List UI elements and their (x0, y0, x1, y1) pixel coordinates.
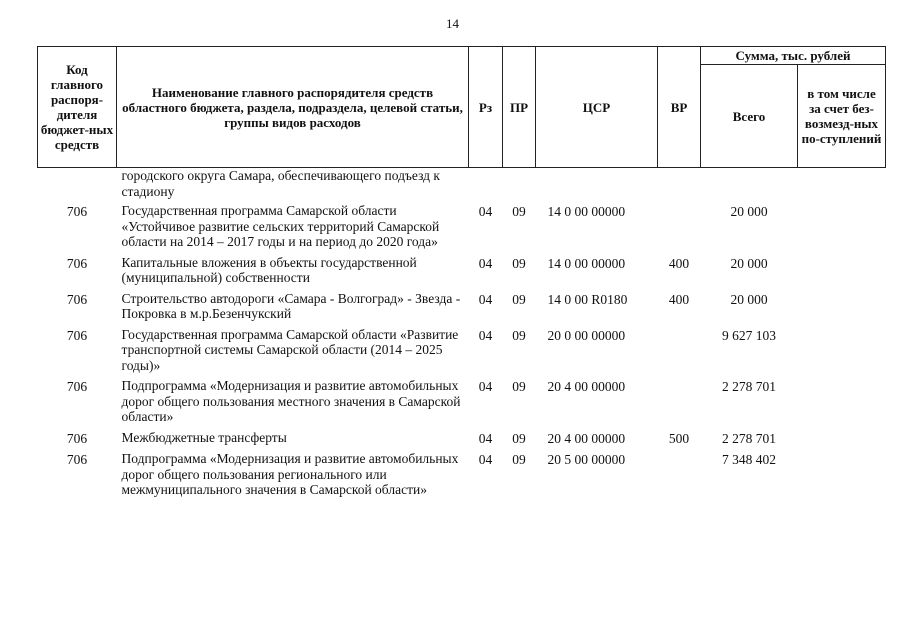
row-total: 2 278 701 (722, 379, 776, 394)
row-rz: 04 (478, 255, 493, 271)
row-pr: 09 (512, 327, 526, 343)
header-csr: ЦСР (536, 47, 658, 168)
row-pr: 09 (512, 291, 526, 307)
row-grants (798, 255, 886, 291)
row-name: Межбюджетные трансферты (121, 429, 287, 445)
row-vr: 400 (668, 255, 690, 271)
header-name: Наименование главного распорядителя средств областного бюджета, раздела, подраздела, целевой статьи, группы видов расходов (117, 47, 469, 168)
row-total: 20 000 (730, 204, 768, 219)
row-rz: 04 (478, 430, 493, 446)
row-total: 2 278 701 (722, 430, 776, 446)
row-name: Подпрограмма «Модернизация и развитие автомобильных дорог общего пользования регионального или межмуниципального значения в Самарской области» (121, 451, 459, 497)
row-grants (798, 451, 886, 503)
row-csr: 20 5 00 00000 (547, 452, 626, 467)
row-rz: 04 (478, 291, 493, 307)
row-rz: 04 (478, 327, 493, 343)
row-vr: 500 (668, 430, 690, 446)
row-name: городского округа Самара, обеспечивающего подъезд к стадиону (121, 168, 440, 199)
row-grants (798, 203, 886, 255)
header-grants: в том числе за счет без-возмезд-ных по-ступлений (798, 65, 886, 168)
header-code: Код главного распоря-дителя бюджет-ных средств (38, 47, 117, 168)
header-total: Всего (701, 65, 798, 168)
row-pr: 09 (512, 379, 526, 394)
table-row (38, 203, 886, 255)
row-rz: 04 (478, 204, 493, 219)
row-vr: 400 (668, 291, 690, 307)
header-sum: Сумма, тыс. рублей (701, 47, 886, 65)
header-vr: ВР (658, 47, 701, 168)
row-code: 706 (66, 291, 88, 307)
row-code: 706 (66, 379, 88, 394)
row-csr: 14 0 00 R0180 (547, 291, 628, 307)
row-name: Строительство автодороги «Самара - Волгоград» - Звезда - Покровка в м.р.Безенчукский (121, 290, 461, 321)
row-total: 9 627 103 (722, 327, 776, 343)
row-code: 706 (66, 204, 88, 219)
row-code: 706 (66, 452, 88, 467)
header-pr: ПР (503, 47, 536, 168)
table-body (38, 168, 886, 503)
table-header (38, 47, 886, 168)
row-csr: 20 4 00 00000 (547, 379, 626, 394)
row-name: Подпрограмма «Модернизация и развитие автомобильных дорог общего пользования местного значения в Самарской области» (121, 378, 461, 424)
row-vr (658, 203, 701, 255)
row-name: Государственная программа Самарской области «Устойчивое развитие сельских территорий Самарской области на 2014 – 2017 годы и на период до 2020 года» (121, 203, 440, 249)
budget-table (37, 46, 886, 503)
row-csr: 14 0 00 00000 (547, 255, 626, 271)
row-rz: 04 (478, 452, 493, 467)
row-code: 706 (66, 255, 88, 271)
row-name: Капитальные вложения в объекты государственной (муниципальной) собственности (121, 254, 417, 285)
table-row-continuation (38, 168, 886, 204)
row-code: 706 (66, 327, 88, 343)
row-total: 20 000 (730, 291, 768, 307)
row-grants (798, 378, 886, 430)
table-row (38, 451, 886, 503)
row-rz: 04 (478, 379, 493, 394)
row-pr: 09 (512, 255, 526, 271)
row-csr: 14 0 00 00000 (547, 204, 626, 219)
table-row (38, 327, 886, 379)
header-rz: Рз (469, 47, 503, 168)
row-vr (658, 451, 701, 503)
page-number: 14 (446, 16, 459, 31)
row-grants (798, 291, 886, 327)
row-grants (798, 327, 886, 379)
row-code: 706 (66, 430, 88, 446)
row-pr: 09 (512, 430, 526, 446)
table-row (38, 291, 886, 327)
table-row (38, 255, 886, 291)
row-pr: 09 (512, 452, 526, 467)
row-total: 20 000 (730, 255, 768, 271)
row-total: 7 348 402 (722, 452, 776, 467)
row-vr (658, 327, 701, 379)
row-grants (798, 430, 886, 452)
table-row (38, 378, 886, 430)
row-csr: 20 0 00 00000 (547, 327, 626, 343)
row-csr: 20 4 00 00000 (547, 430, 626, 446)
table-row (38, 430, 886, 452)
row-name: Государственная программа Самарской области «Развитие транспортной системы Самарской области (2014 – 2025 годы)» (121, 326, 459, 373)
row-pr: 09 (512, 204, 526, 219)
row-vr (658, 378, 701, 430)
